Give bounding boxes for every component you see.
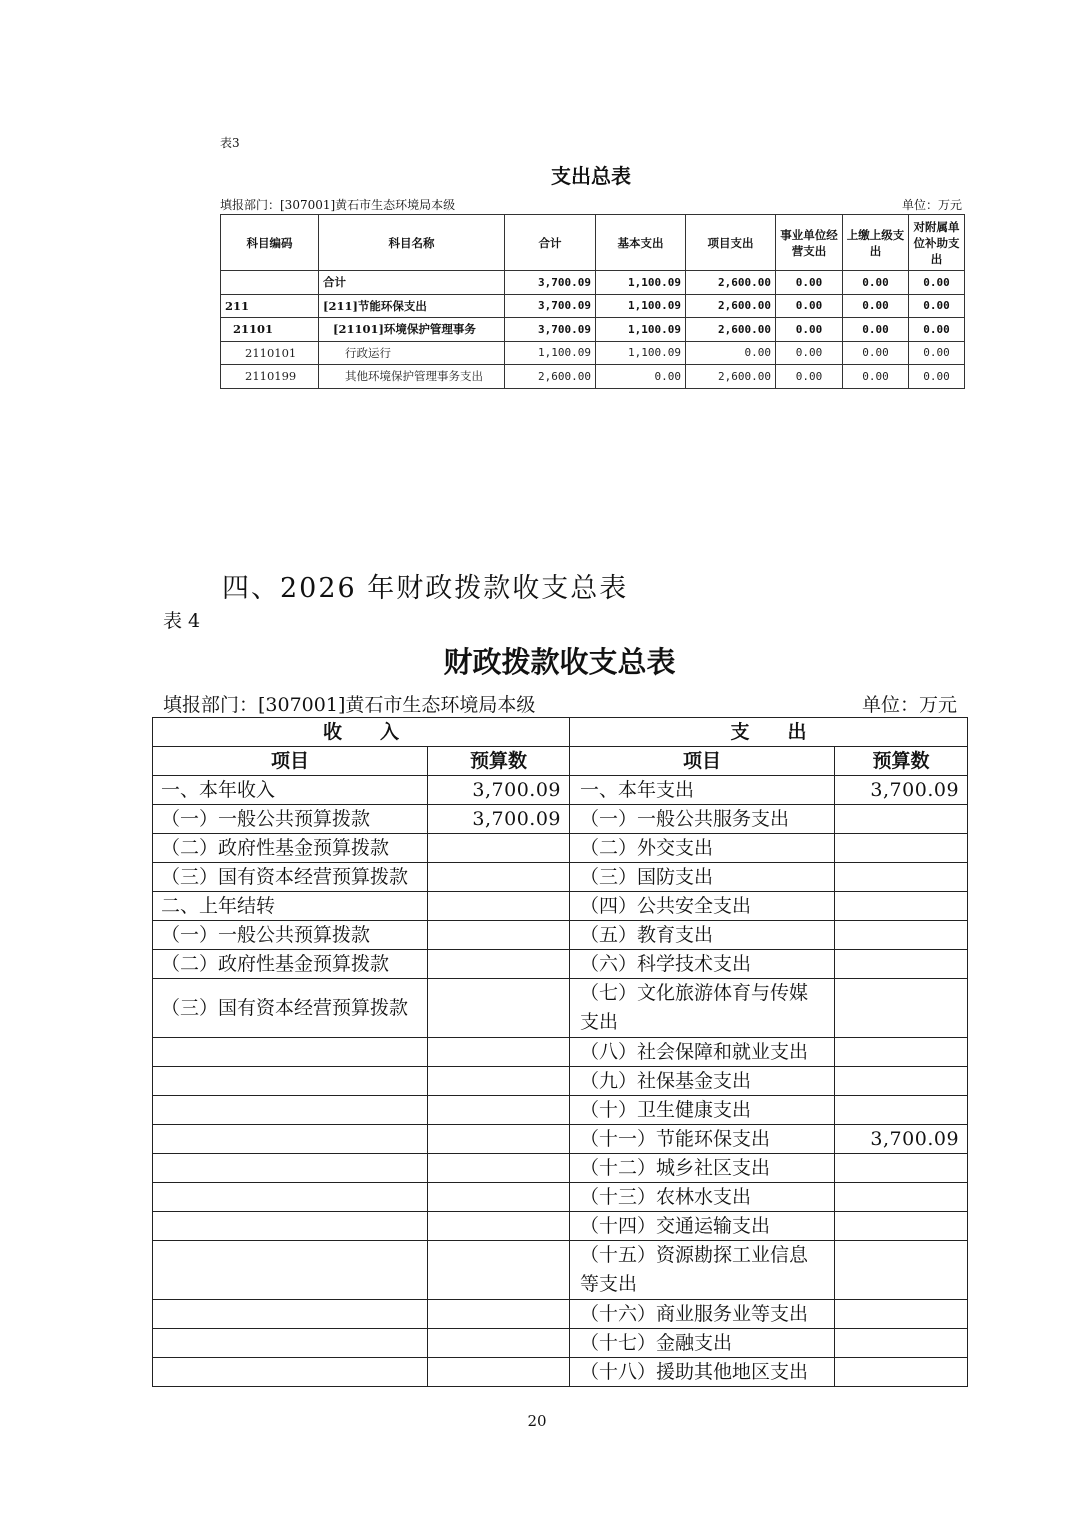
cell-income-budget — [428, 1183, 570, 1212]
table-row — [221, 318, 965, 342]
cell-income-item: 一、本年收入 — [153, 776, 428, 805]
cell-total: 3,700.09 — [505, 318, 596, 342]
cell-upper: 0.00 — [843, 271, 909, 295]
table-row — [153, 863, 968, 892]
table3-dept: 填报部门：[307001]黄石市生态环境局本级 — [220, 198, 456, 212]
cell-income-budget — [428, 921, 570, 950]
cell-income-budget: 3,700.09 — [428, 805, 570, 834]
cell-income-budget — [428, 1241, 570, 1300]
cell-basic: 0.00 — [596, 365, 686, 389]
cell-project: 2,600.00 — [686, 294, 776, 318]
cell-expense-budget — [835, 1358, 968, 1387]
table-header-row — [221, 215, 965, 271]
cell-biz: 0.00 — [776, 365, 843, 389]
cell-income-budget — [428, 834, 570, 863]
cell-expense-item: 一、本年支出 — [570, 776, 835, 805]
cell-expense-item: （十六）商业服务业等支出 — [570, 1300, 835, 1329]
col-header: 科目编码 — [221, 215, 319, 271]
cell-income-budget — [428, 1212, 570, 1241]
table-row — [153, 1212, 968, 1241]
cell-basic: 1,100.09 — [596, 341, 686, 365]
table-row — [153, 834, 968, 863]
cell-income-budget — [428, 1125, 570, 1154]
cell-expense-budget — [835, 1183, 968, 1212]
section-heading: 四、2026 年财政拨款收支总表 — [222, 573, 629, 604]
table-row — [221, 294, 965, 318]
cell-income-item — [153, 1038, 428, 1067]
cell-expense-budget — [835, 892, 968, 921]
cell-sub: 0.00 — [909, 318, 965, 342]
cell-expense-budget — [835, 921, 968, 950]
cell-total: 1,100.09 — [505, 341, 596, 365]
cell-expense-budget — [835, 1067, 968, 1096]
cell-expense-item: （九）社保基金支出 — [570, 1067, 835, 1096]
cell-expense-budget — [835, 1300, 968, 1329]
cell-income-budget — [428, 1067, 570, 1096]
col-header: 合计 — [505, 215, 596, 271]
cell-expense-budget — [835, 950, 968, 979]
cell-income-item: 二、上年结转 — [153, 892, 428, 921]
table4-unit: 单位：万元 — [861, 694, 957, 716]
cell-code: 211 — [221, 294, 319, 318]
table-row — [153, 776, 968, 805]
expenditure-summary-table — [220, 214, 965, 389]
cell-income-item: （三）国有资本经营预算拨款 — [153, 979, 428, 1038]
table-header-row — [153, 718, 968, 747]
table3-unit: 单位：万元 — [901, 198, 962, 212]
cell-expense-budget — [835, 979, 968, 1038]
cell-upper: 0.00 — [843, 365, 909, 389]
cell-income-budget — [428, 863, 570, 892]
table-row — [153, 1125, 968, 1154]
table4-label: 表 4 — [163, 610, 201, 632]
cell-income-item: （三）国有资本经营预算拨款 — [153, 863, 428, 892]
table-row — [153, 921, 968, 950]
cell-expense-item: （八）社会保障和就业支出 — [570, 1038, 835, 1067]
cell-upper: 0.00 — [843, 318, 909, 342]
table-row — [153, 805, 968, 834]
cell-expense-budget — [835, 834, 968, 863]
table-row — [153, 1329, 968, 1358]
cell-income-item — [153, 1329, 428, 1358]
cell-income-budget — [428, 1300, 570, 1329]
cell-expense-item: （三）国防支出 — [570, 863, 835, 892]
cell-biz: 0.00 — [776, 341, 843, 365]
cell-income-budget — [428, 892, 570, 921]
cell-income-item — [153, 1096, 428, 1125]
cell-expense-item: （一）一般公共服务支出 — [570, 805, 835, 834]
cell-project: 2,600.00 — [686, 318, 776, 342]
cell-code — [221, 271, 319, 295]
cell-name: 合计 — [319, 271, 505, 295]
cell-expense-budget — [835, 1241, 968, 1300]
cell-expense-item: （十七）金融支出 — [570, 1329, 835, 1358]
cell-biz: 0.00 — [776, 318, 843, 342]
cell-expense-item: （十五）资源勘探工业信息等支出 — [570, 1241, 835, 1300]
col-header: 项目支出 — [686, 215, 776, 271]
cell-sub: 0.00 — [909, 341, 965, 365]
cell-income-item: （一）一般公共预算拨款 — [153, 805, 428, 834]
cell-expense-budget — [835, 1154, 968, 1183]
col-header-budget: 预算数 — [428, 747, 570, 776]
cell-basic: 1,100.09 — [596, 294, 686, 318]
cell-income-budget — [428, 979, 570, 1038]
cell-sub: 0.00 — [909, 271, 965, 295]
cell-project: 2,600.00 — [686, 271, 776, 295]
cell-total: 3,700.09 — [505, 294, 596, 318]
col-header: 科目名称 — [319, 215, 505, 271]
cell-expense-item: （五）教育支出 — [570, 921, 835, 950]
cell-expense-budget: 3,700.09 — [835, 1125, 968, 1154]
cell-expense-item: （六）科学技术支出 — [570, 950, 835, 979]
fiscal-appropriation-table — [152, 717, 968, 1387]
cell-expense-item: （十四）交通运输支出 — [570, 1212, 835, 1241]
cell-expense-budget — [835, 805, 968, 834]
cell-income-item — [153, 1183, 428, 1212]
cell-income-item — [153, 1125, 428, 1154]
cell-income-budget — [428, 950, 570, 979]
cell-project: 0.00 — [686, 341, 776, 365]
cell-name: 其他环境保护管理事务支出 — [319, 365, 505, 389]
cell-expense-item: （十三）农林水支出 — [570, 1183, 835, 1212]
cell-income-budget: 3,700.09 — [428, 776, 570, 805]
cell-code: 2110199 — [221, 365, 319, 389]
cell-income-budget — [428, 1358, 570, 1387]
col-header-item: 项目 — [570, 747, 835, 776]
table3-label: 表3 — [220, 136, 240, 150]
cell-income-item: （二）政府性基金预算拨款 — [153, 834, 428, 863]
cell-expense-item: （十一）节能环保支出 — [570, 1125, 835, 1154]
table3-title: 支出总表 — [551, 164, 631, 188]
cell-income-item: （二）政府性基金预算拨款 — [153, 950, 428, 979]
cell-basic: 1,100.09 — [596, 318, 686, 342]
cell-expense-item: （十二）城乡社区支出 — [570, 1154, 835, 1183]
cell-sub: 0.00 — [909, 294, 965, 318]
table-row — [221, 341, 965, 365]
table-row — [153, 1067, 968, 1096]
expense-header: 支 出 — [570, 718, 968, 747]
income-header: 收 入 — [153, 718, 570, 747]
cell-code: 2110101 — [221, 341, 319, 365]
cell-income-budget — [428, 1096, 570, 1125]
cell-biz: 0.00 — [776, 271, 843, 295]
table-row — [153, 1241, 968, 1300]
cell-expense-budget — [835, 1096, 968, 1125]
table4-title: 财政拨款收支总表 — [443, 645, 676, 679]
table-row — [153, 1183, 968, 1212]
cell-basic: 1,100.09 — [596, 271, 686, 295]
cell-income-item: （一）一般公共预算拨款 — [153, 921, 428, 950]
col-header: 对附属单位补助支出 — [909, 215, 965, 271]
table-row — [153, 892, 968, 921]
table-row — [153, 1038, 968, 1067]
cell-code: 21101 — [221, 318, 319, 342]
col-header-item: 项目 — [153, 747, 428, 776]
cell-upper: 0.00 — [843, 341, 909, 365]
table-row — [153, 1096, 968, 1125]
cell-sub: 0.00 — [909, 365, 965, 389]
cell-expense-item: （七）文化旅游体育与传媒支出 — [570, 979, 835, 1038]
page-number: 20 — [527, 1412, 547, 1430]
table-row — [153, 1300, 968, 1329]
col-header: 基本支出 — [596, 215, 686, 271]
cell-income-item — [153, 1212, 428, 1241]
col-header-budget: 预算数 — [835, 747, 968, 776]
table-row — [221, 365, 965, 389]
cell-biz: 0.00 — [776, 294, 843, 318]
cell-income-budget — [428, 1154, 570, 1183]
cell-total: 2,600.00 — [505, 365, 596, 389]
table-row — [221, 271, 965, 295]
cell-name: 行政运行 — [319, 341, 505, 365]
cell-name: [21101]环境保护管理事务 — [319, 318, 505, 342]
cell-expense-item: （二）外交支出 — [570, 834, 835, 863]
cell-expense-budget — [835, 1212, 968, 1241]
cell-upper: 0.00 — [843, 294, 909, 318]
cell-project: 2,600.00 — [686, 365, 776, 389]
table-row — [153, 950, 968, 979]
cell-income-item — [153, 1067, 428, 1096]
table-row — [153, 1358, 968, 1387]
cell-expense-budget — [835, 863, 968, 892]
cell-income-budget — [428, 1038, 570, 1067]
cell-expense-item: （十八）援助其他地区支出 — [570, 1358, 835, 1387]
cell-expense-budget: 3,700.09 — [835, 776, 968, 805]
table-row — [153, 1154, 968, 1183]
cell-income-item — [153, 1300, 428, 1329]
table-subheader-row — [153, 747, 968, 776]
cell-expense-item: （四）公共安全支出 — [570, 892, 835, 921]
cell-total: 3,700.09 — [505, 271, 596, 295]
cell-expense-item: （十）卫生健康支出 — [570, 1096, 835, 1125]
cell-expense-budget — [835, 1038, 968, 1067]
cell-name: [211]节能环保支出 — [319, 294, 505, 318]
cell-expense-budget — [835, 1329, 968, 1358]
col-header: 上缴上级支出 — [843, 215, 909, 271]
cell-income-item — [153, 1154, 428, 1183]
table-row — [153, 979, 968, 1038]
cell-income-item — [153, 1241, 428, 1300]
col-header: 事业单位经营支出 — [776, 215, 843, 271]
cell-income-budget — [428, 1329, 570, 1358]
cell-income-item — [153, 1358, 428, 1387]
table4-dept: 填报部门：[307001]黄石市生态环境局本级 — [163, 694, 536, 716]
